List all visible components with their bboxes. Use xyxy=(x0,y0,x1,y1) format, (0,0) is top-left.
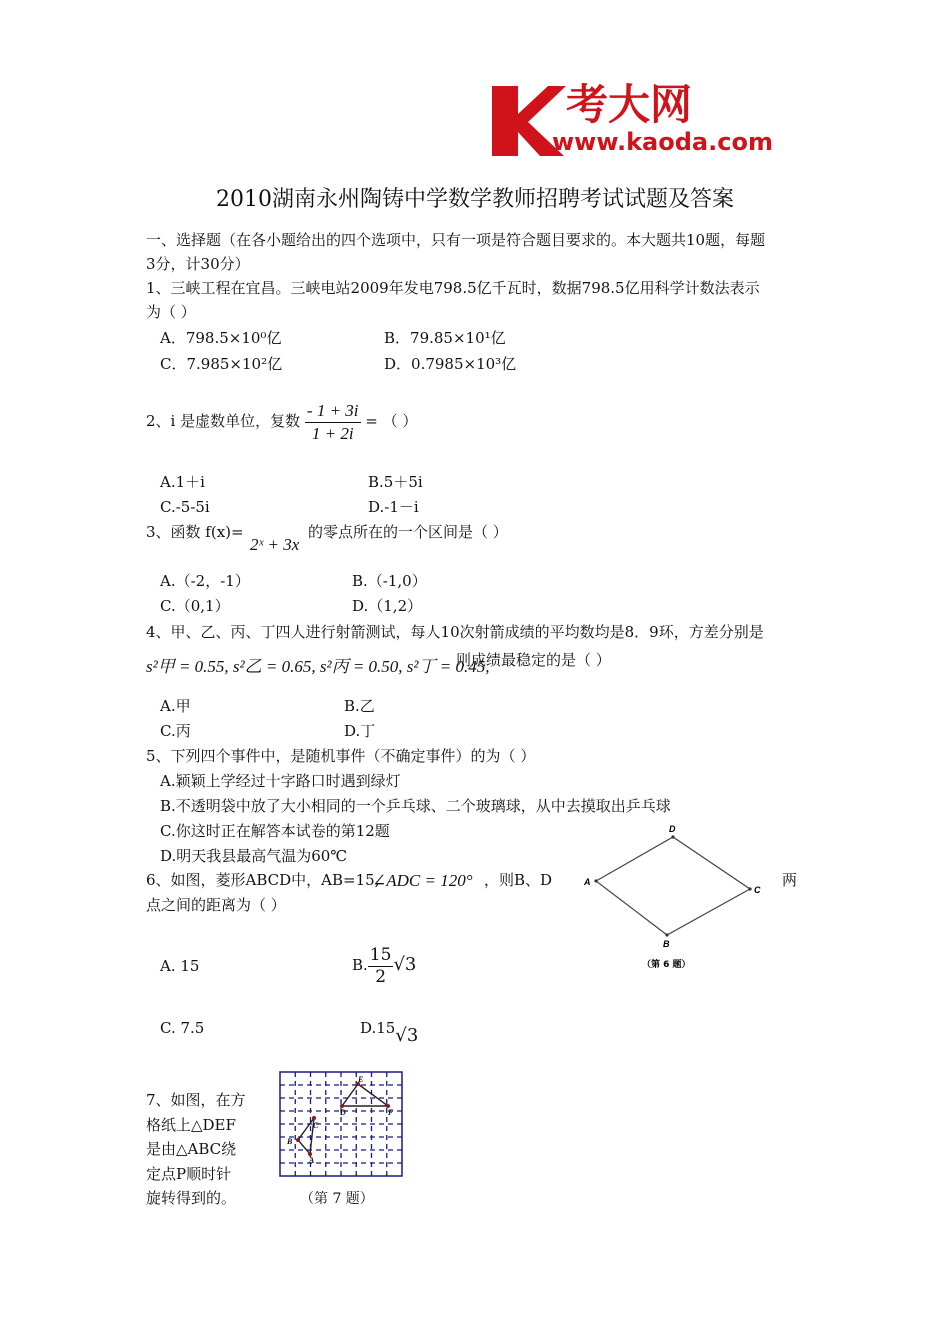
q4-stem-post: 则成绩最稳定的是（ ） xyxy=(456,651,611,669)
q6-stem-mid: ，则B、D xyxy=(484,871,553,889)
q7-line-2: 格纸上△DEF xyxy=(146,1115,236,1134)
q5-option-d: D.明天我县最高气温为60℃ xyxy=(160,847,348,865)
q4-formula: s²甲 = 0.55, s²乙 = 0.65, s²丙 = 0.50, s²丁 = 0.45, xyxy=(146,657,490,676)
q7-label-f: F xyxy=(388,1108,394,1117)
q6-rhombus-figure xyxy=(584,822,784,972)
q2-frac-den: 1 + 2i xyxy=(311,423,354,443)
q2-stem-pre: 2、i 是虚数单位，复数 xyxy=(146,412,301,430)
q5-option-a: A.颖颖上学经过十字路口时遇到绿灯 xyxy=(160,772,401,790)
q6-option-d-pre: D.15 xyxy=(360,1019,396,1037)
q7-line-3: 是由△ABC绕 xyxy=(146,1140,237,1158)
q7-figure-caption: （第 7 题） xyxy=(300,1191,374,1207)
q6-option-a: A. 15 xyxy=(160,957,200,975)
section-heading: 一、选择题（在各小题给出的四个选项中，只有一项是符合题目要求的。本大题共10题，每题 xyxy=(146,231,766,249)
section-heading-cont: 3分，计30分） xyxy=(146,255,250,273)
q4-option-c: C.丙 xyxy=(160,722,191,740)
logo-name-cn: 考大网 xyxy=(566,80,693,129)
q6-figure-caption: （第 6 题） xyxy=(642,960,691,970)
q5-stem: 5、下列四个事件中，是随机事件（不确定事件）的为（ ） xyxy=(146,747,536,765)
q6-option-b-root: √3 xyxy=(393,954,417,975)
q3-expr: 2ˣ + 3x xyxy=(250,535,300,554)
q3-stem-pre: 3、函数 f(x)= xyxy=(146,523,244,541)
q1-stem: 1、三峡工程在宜昌。三峡电站2009年发电798.5亿千瓦时，数据798.5亿用科学计数法表示 xyxy=(146,279,760,297)
q4-option-d: D.丁 xyxy=(344,722,376,740)
q6-option-b xyxy=(352,940,416,990)
q6-option-b-den: 2 xyxy=(375,966,387,987)
q4-stem: 4、甲、乙、丙、丁四人进行射箭测试，每人10次射箭成绩的平均数均是8．9环，方差分别是 xyxy=(146,623,764,641)
q3-option-c: C.（0,1） xyxy=(160,597,230,615)
q6-label-a: A xyxy=(584,877,591,887)
q3-option-a: A.（-2，-1） xyxy=(160,572,250,590)
q2-option-d: D.-1－i xyxy=(368,498,419,516)
q7-line-5: 旋转得到的。 xyxy=(146,1189,237,1207)
q7-grid-figure xyxy=(276,1070,406,1178)
q6-option-d-root: √3 xyxy=(395,1025,419,1046)
q2-option-c: C.-5-5i xyxy=(160,498,210,516)
q1-option-b: B．79.85×10¹亿 xyxy=(384,329,506,347)
q7-label-e: E xyxy=(358,1075,364,1084)
q7-label-d: D xyxy=(340,1108,346,1117)
q6-option-b-frac xyxy=(368,945,394,988)
q6-label-d: D xyxy=(669,824,676,834)
site-logo xyxy=(488,82,818,162)
q1-option-a: A．798.5×10⁰亿 xyxy=(160,329,282,347)
q2-stem-post: = （ ） xyxy=(365,412,418,430)
q5-option-c: C.你这时正在解答本试卷的第12题 xyxy=(160,822,390,840)
q4-option-a: A.甲 xyxy=(160,697,191,715)
q6-stem-cont: 点之间的距离为（ ） xyxy=(146,896,286,914)
q6-angle: ∠ADC = 120° xyxy=(372,871,473,890)
q7-label-c: C xyxy=(313,1121,319,1130)
q6-label-c: C xyxy=(754,885,761,895)
q6-option-b-num: 15 xyxy=(369,944,392,965)
q6-label-b: B xyxy=(663,939,670,949)
q1-option-d: D．0.7985×10³亿 xyxy=(384,355,517,373)
q3-option-d: D.（1,2） xyxy=(352,597,423,615)
logo-url: www.kaoda.com xyxy=(552,128,773,156)
q2-stem xyxy=(146,398,417,445)
q3-stem-post: 的零点所在的一个区间是（ ） xyxy=(308,523,508,541)
q6-option-d xyxy=(360,1018,419,1046)
q1-stem-cont: 为（ ） xyxy=(146,303,196,321)
q2-frac-num: - 1 + 3i xyxy=(305,400,361,423)
q6-stem-pre: 6、如图，菱形ABCD中，AB=15, xyxy=(146,871,380,889)
q6-option-b-pre: B. xyxy=(352,956,368,974)
q7-line-1: 7、如图，在方 xyxy=(146,1091,246,1109)
q6-stem-end: 两 xyxy=(782,871,798,889)
q2-fraction xyxy=(305,400,361,445)
q7-label-a: A xyxy=(309,1156,315,1165)
q7-stem xyxy=(146,1088,246,1211)
q4-option-b: B.乙 xyxy=(344,697,375,715)
q2-option-a: A.1＋i xyxy=(160,473,205,491)
q2-option-b: B.5＋5i xyxy=(368,473,423,491)
q5-option-b: B.不透明袋中放了大小相同的一个乒乓球、二个玻璃球，从中去摸取出乒乓球 xyxy=(160,797,671,815)
q7-line-4: 定点P顺时针 xyxy=(146,1164,232,1183)
q1-option-c: C．7.985×10²亿 xyxy=(160,355,283,373)
q3-option-b: B.（-1,0） xyxy=(352,572,427,590)
q7-label-b: B xyxy=(287,1137,293,1146)
q6-option-c: C. 7.5 xyxy=(160,1019,205,1037)
page-title: 2010湖南永州陶铸中学数学教师招聘考试试题及答案 xyxy=(216,187,734,212)
